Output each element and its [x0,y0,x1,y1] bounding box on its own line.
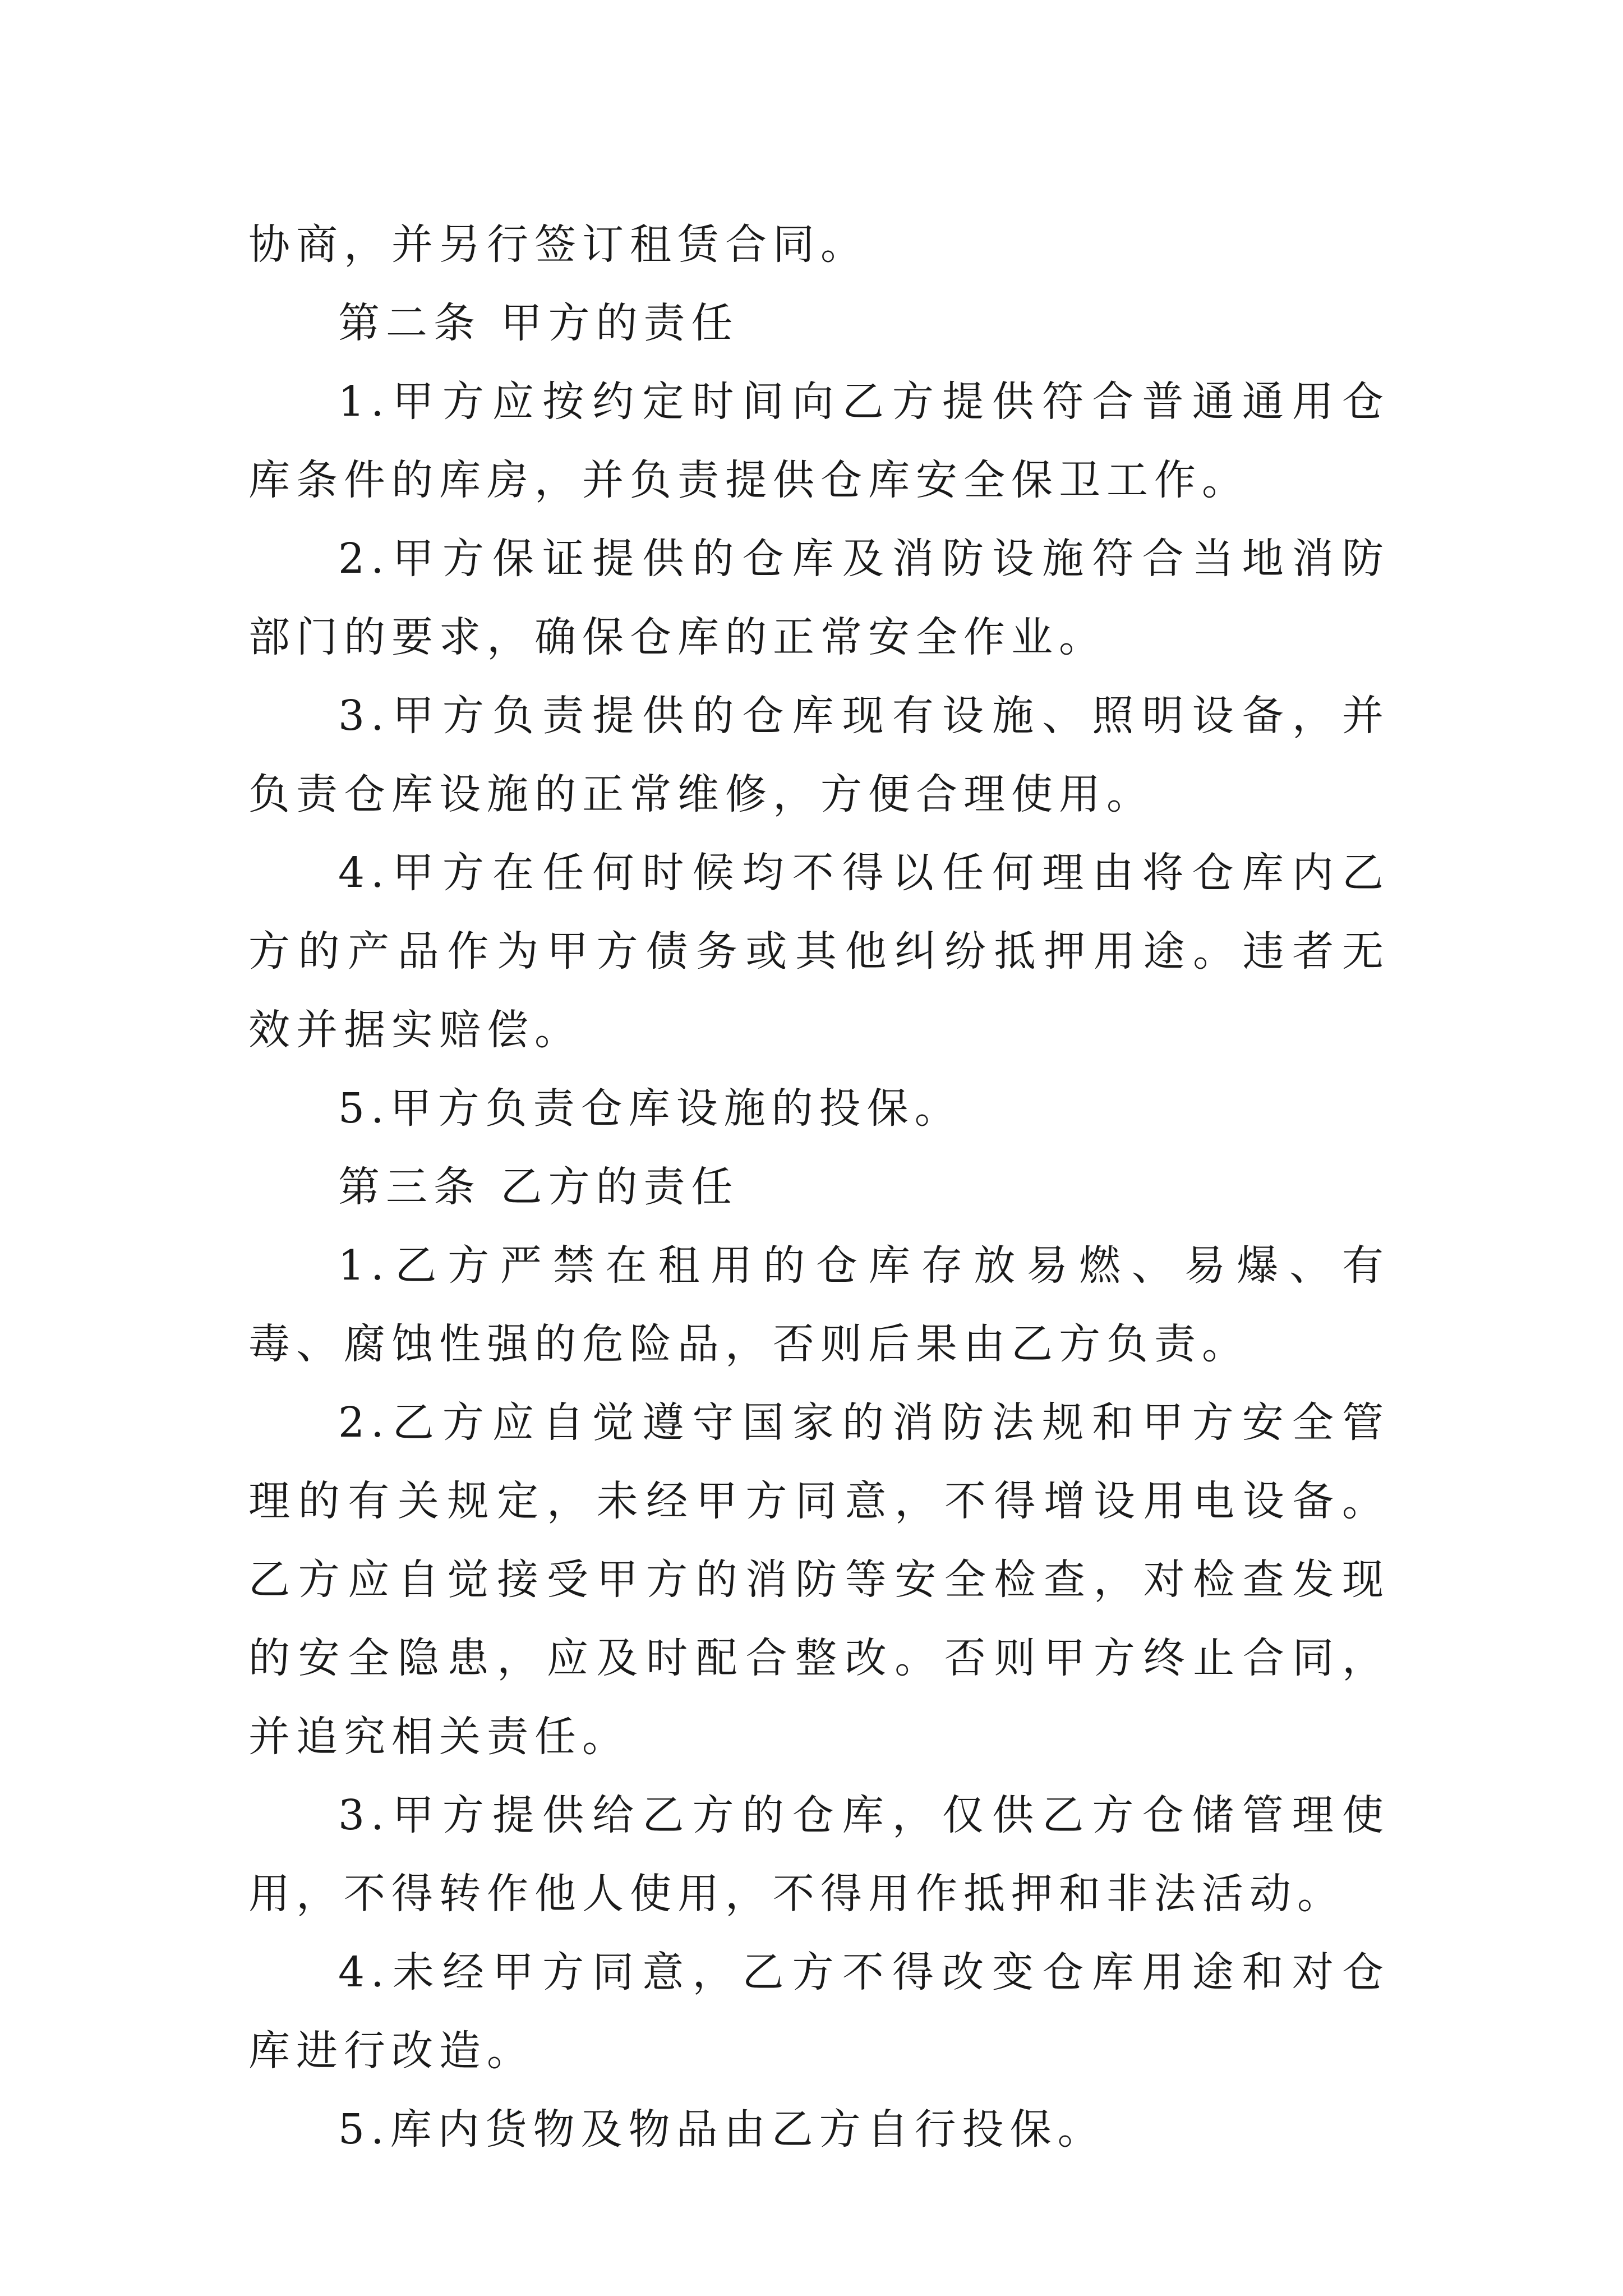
clause-2-3: 3.甲方负责提供的仓库现有设施、照明设备，并负责仓库设施的正常维修，方便合理使用。 [248,692,1390,818]
section-heading-article-2: 第二条 甲方的责任 [338,299,739,347]
clause-3-5: 5.库内货物及物品由乙方自行投保。 [338,2105,1105,2154]
clause-3-4: 4.未经甲方同意，乙方不得改变仓库用途和对仓库进行改造。 [248,1948,1390,2075]
clause-3-3: 3.甲方提供给乙方的仓库，仅供乙方仓储管理使用，不得转作他人使用，不得用作抵押和非法活动。 [248,1791,1390,1918]
clause-2-4: 4.甲方在任何时候均不得以任何理由将仓库内乙方的产品作为甲方债务或其他纠纷抵押用途。违者无效并据实赔偿。 [248,849,1390,1054]
clause-3-1: 1.乙方严禁在租用的仓库存放易燃、易爆、有毒、腐蚀性强的危险品，否则后果由乙方负责。 [248,1241,1390,1368]
clause-2-5: 5.甲方负责仓库设施的投保。 [338,1084,962,1133]
continuation-paragraph: 协商，并另行签订租赁合同。 [248,220,868,269]
clause-2-1: 1.甲方应按约定时间向乙方提供符合普通通用仓库条件的库房，并负责提供仓库安全保卫工作。 [248,378,1390,504]
section-heading-article-3: 第三条 乙方的责任 [338,1163,739,1211]
clause-2-2: 2.甲方保证提供的仓库及消防设施符合当地消防部门的要求，确保仓库的正常安全作业。 [248,535,1390,661]
clause-3-2: 2.乙方应自觉遵守国家的消防法规和甲方安全管理的有关规定，未经甲方同意，不得增设用电设备。乙方应自觉接受甲方的消防等安全检查，对检查发现的安全隐患，应及时配合整改。否则甲方终止合同，并追究相关责任。 [248,1398,1390,1761]
contract-body [248,205,1390,2169]
